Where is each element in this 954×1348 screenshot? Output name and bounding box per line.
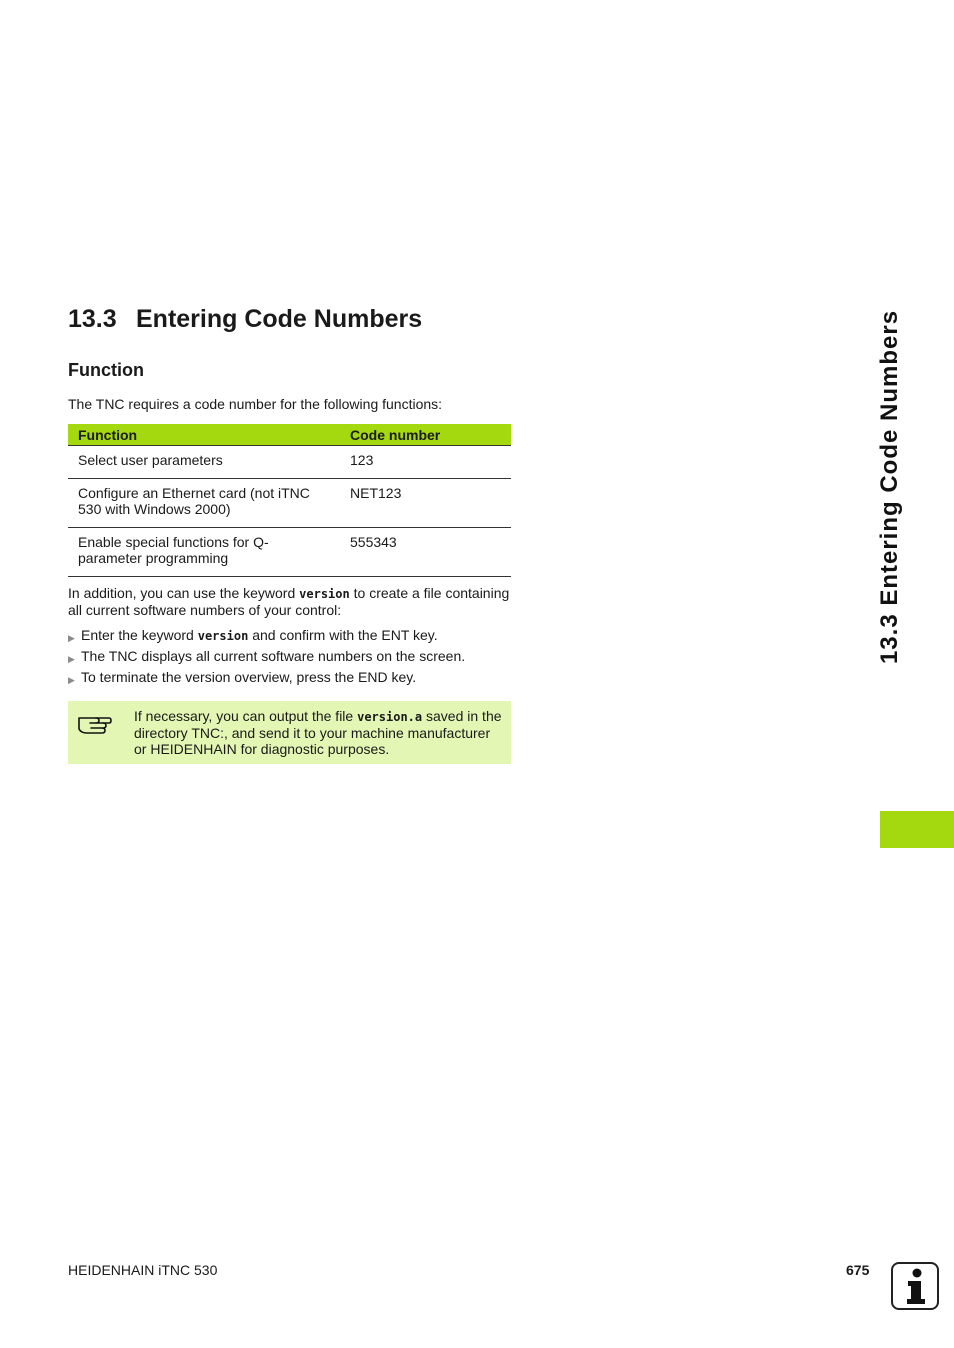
list-item <box>68 648 465 669</box>
table-row <box>68 446 511 479</box>
step-text: The TNC displays all current software numbers on the screen. <box>81 648 466 664</box>
intro-text: The TNC requires a code number for the following functions: <box>68 396 443 412</box>
file-version-a: version.a <box>357 710 423 724</box>
pointing-hand-icon <box>76 709 112 737</box>
step-text-end: and confirm with the ENT key. <box>248 627 438 643</box>
section-title <box>68 305 422 334</box>
code-number-table <box>68 424 511 577</box>
running-title: 13.3 Entering Code Numbers <box>876 309 903 665</box>
list-item <box>68 669 465 690</box>
table-cell-function: Configure an Ethernet card (not iTNC 530 with Windows 2000) <box>68 479 340 528</box>
subsection-title: Function <box>68 360 144 380</box>
keyword-version: version <box>197 629 249 643</box>
table-cell-code: 555343 <box>340 528 511 577</box>
triangle-bullet-icon: ▶ <box>68 633 75 643</box>
note-text-end: saved in the directory TNC:, and send it to your machine manufacturer or HEIDENHAIN for diagnostic purposes. <box>134 708 502 757</box>
table-cell-code: NET123 <box>340 479 511 528</box>
page-number: 675 <box>846 1262 870 1278</box>
info-glyph <box>893 1264 937 1308</box>
table-row <box>68 479 511 528</box>
column-header-code-number: Code number <box>340 424 511 446</box>
chapter-tab <box>880 811 954 848</box>
table-cell-function: Select user parameters <box>68 446 340 479</box>
section-number: 13.3 <box>68 305 117 333</box>
list-item <box>68 627 465 648</box>
note-box <box>68 701 511 764</box>
triangle-bullet-icon: ▶ <box>68 675 75 685</box>
section-heading: Entering Code Numbers <box>136 305 423 333</box>
table-cell-function: Enable special functions for Q-parameter programming <box>68 528 340 577</box>
step-list <box>68 627 465 690</box>
footer-product: HEIDENHAIN iTNC 530 <box>68 1262 218 1278</box>
table-cell-code: 123 <box>340 446 511 479</box>
table-header-row <box>68 424 511 446</box>
keyword-version: version <box>299 587 350 601</box>
paragraph-text-end: to create a file containing all current software numbers of your control: <box>68 585 510 618</box>
version-paragraph <box>68 585 513 618</box>
step-text <box>81 627 438 648</box>
note-text <box>134 708 504 757</box>
triangle-bullet-icon: ▶ <box>68 654 75 664</box>
note-text-start: If necessary, you can output the file <box>134 708 358 724</box>
paragraph-text: In addition, you can use the keyword <box>68 585 300 601</box>
column-header-function: Function <box>68 424 340 446</box>
step-text-start: Enter the keyword <box>81 627 198 643</box>
table-row <box>68 528 511 577</box>
step-text: To terminate the version overview, press the END key. <box>81 669 417 685</box>
info-icon <box>891 1262 939 1310</box>
